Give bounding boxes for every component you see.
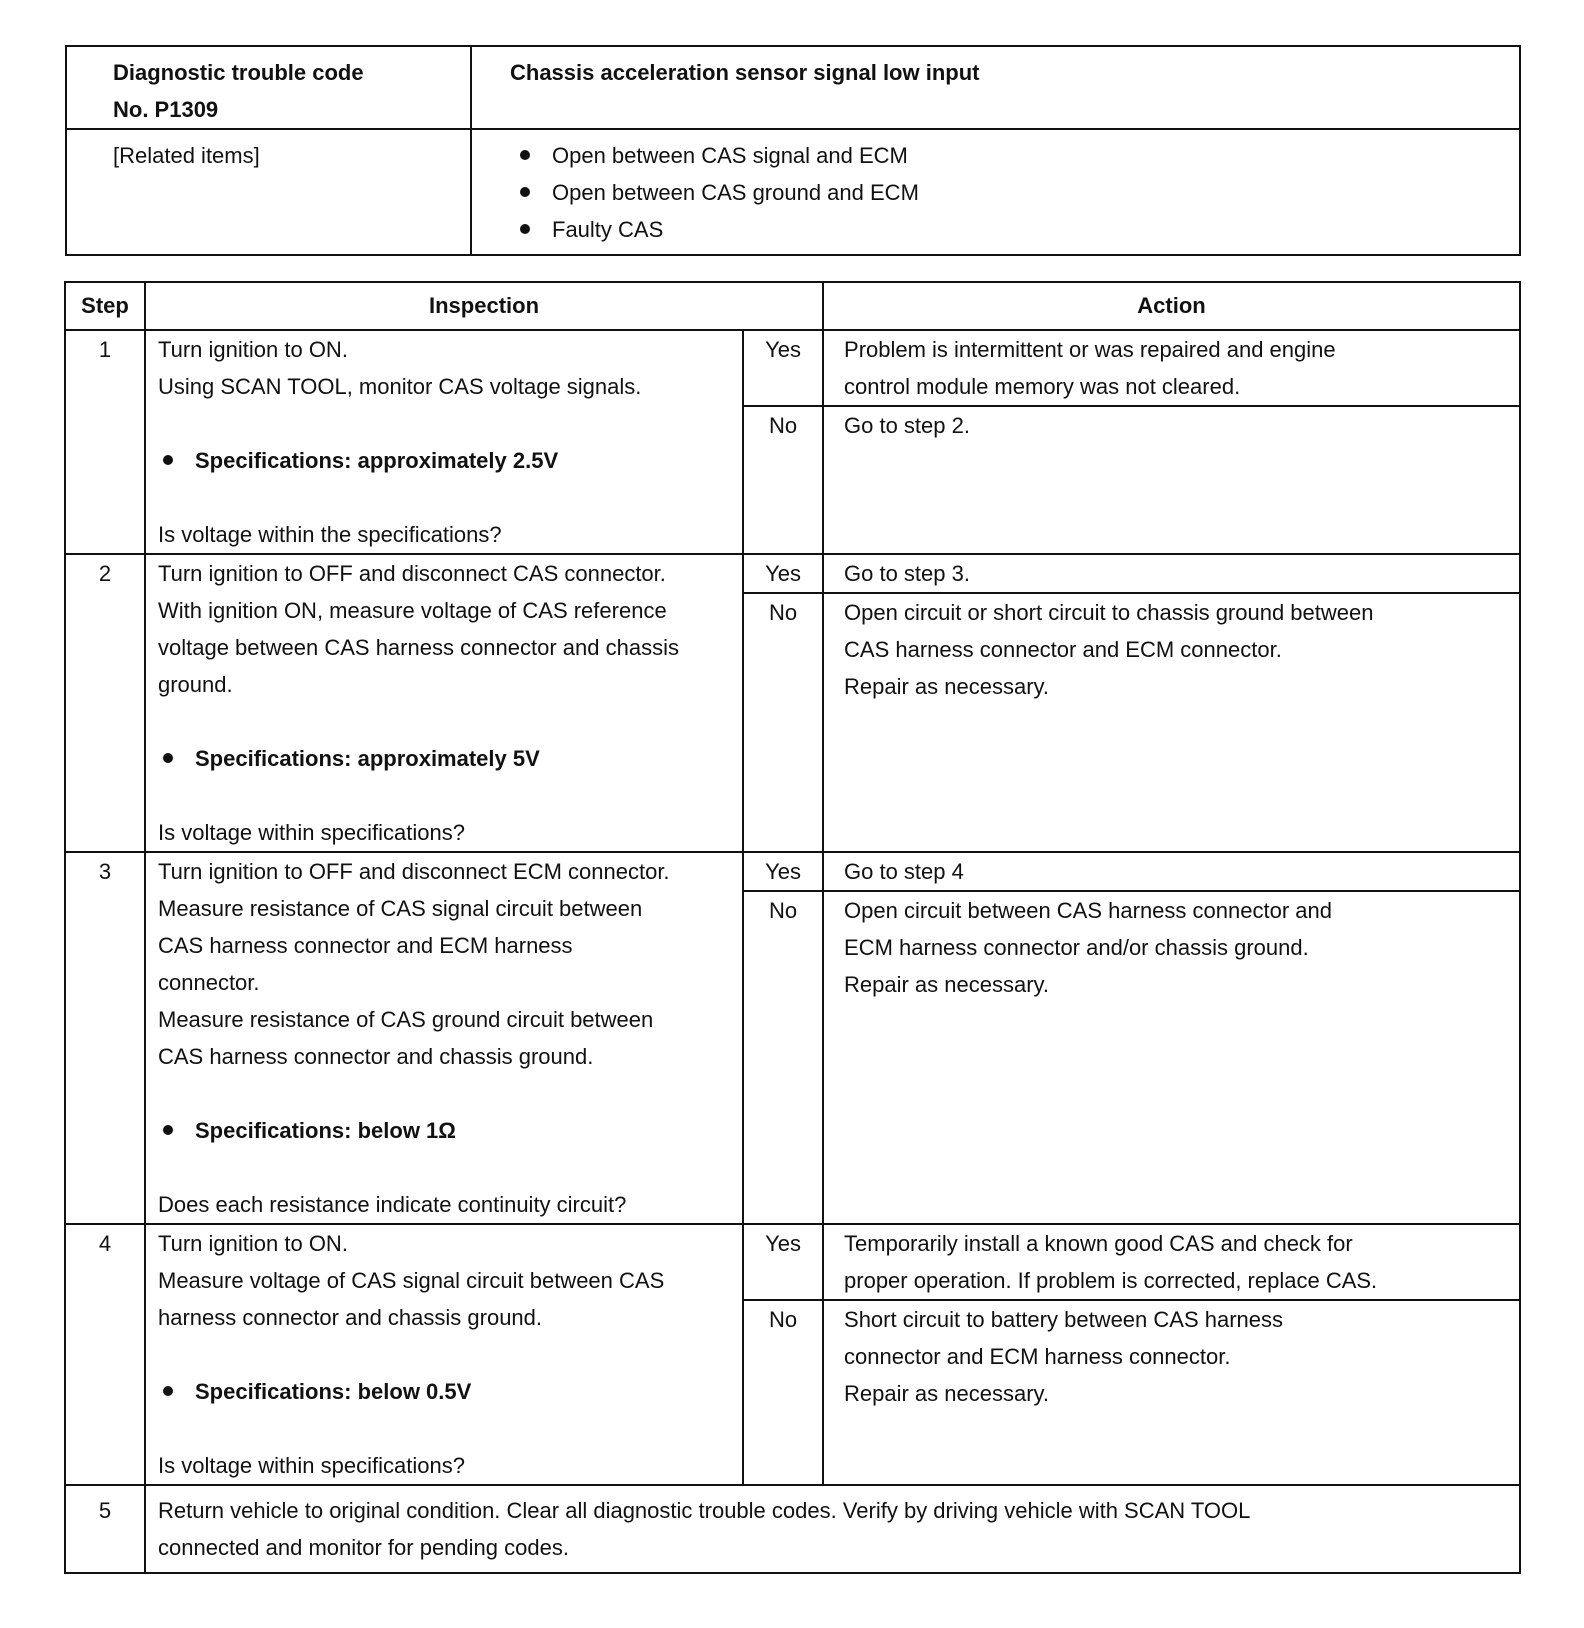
spec-text: Specifications: below 0.5V [195, 1379, 472, 1404]
step-question: Does each resistance indicate continuity circuit? [158, 1192, 627, 1217]
inspection-line: ground. [158, 672, 233, 697]
dtc-label-line1: Diagnostic trouble code [113, 60, 364, 85]
step-number: 5 [65, 1485, 145, 1573]
column-header-step: Step [65, 282, 145, 330]
step-row [65, 330, 1520, 406]
no-action: Short circuit to battery between CAS harness connector and ECM harness connector. Repair as necessary. [823, 1300, 1520, 1485]
step-inspection [145, 554, 743, 852]
step-row [65, 852, 1520, 891]
related-items-list [471, 129, 1520, 255]
yes-label: Yes [743, 1224, 823, 1300]
spec-text: Specifications: below 1Ω [195, 1118, 456, 1143]
inspection-line: CAS harness connector and ECM harness [158, 933, 573, 958]
step-number: 4 [65, 1224, 145, 1485]
step-inspection [145, 852, 743, 1224]
bullet-icon [520, 187, 530, 197]
step-row [65, 1224, 1520, 1300]
inspection-line: Measure voltage of CAS signal circuit between CAS [158, 1268, 665, 1293]
column-header-action: Action [823, 282, 1520, 330]
step-question: Is voltage within specifications? [158, 820, 465, 845]
dtc-code: No. P1309 [113, 97, 219, 122]
step-number: 2 [65, 554, 145, 852]
no-label: No [743, 593, 823, 852]
column-header-inspection: Inspection [145, 282, 823, 330]
no-label: No [743, 406, 823, 554]
inspection-line: Turn ignition to ON. [158, 1231, 348, 1256]
bullet-icon [163, 1386, 173, 1396]
inspection-line: CAS harness connector and chassis ground. [158, 1044, 594, 1069]
inspection-line: connector. [158, 970, 260, 995]
inspection-line: Measure resistance of CAS ground circuit between [158, 1007, 654, 1032]
no-label: No [743, 1300, 823, 1485]
related-item: Faulty CAS [510, 211, 1519, 248]
yes-label: Yes [743, 554, 823, 593]
dtc-title: Chassis acceleration sensor signal low input [471, 46, 1520, 129]
inspection-line: Measure resistance of CAS signal circuit between [158, 896, 643, 921]
bullet-icon [520, 150, 530, 160]
yes-label: Yes [743, 330, 823, 406]
step-inspection [145, 1224, 743, 1485]
yes-action: Temporarily install a known good CAS and check for proper operation. If problem is corrected, replace CAS. [823, 1224, 1520, 1300]
step-number: 1 [65, 330, 145, 554]
inspection-line: Turn ignition to ON. [158, 337, 348, 362]
inspection-line: With ignition ON, measure voltage of CAS reference [158, 598, 667, 623]
no-label: No [743, 891, 823, 1224]
step-number: 3 [65, 852, 145, 1224]
no-action: Open circuit or short circuit to chassis ground between CAS harness connector and ECM connector. Repair as necessary. [823, 593, 1520, 852]
bullet-icon [163, 753, 173, 763]
step-row [65, 554, 1520, 593]
yes-label: Yes [743, 852, 823, 891]
yes-action: Go to step 4 [823, 852, 1520, 891]
diagnostic-steps-table [64, 281, 1521, 1574]
no-action: Open circuit between CAS harness connector and ECM harness connector and/or chassis ground. Repair as necessary. [823, 891, 1520, 1224]
final-step-row [65, 1485, 1520, 1573]
no-action: Go to step 2. [823, 406, 1520, 554]
dtc-header-table [65, 45, 1521, 256]
step-question: Is voltage within specifications? [158, 1453, 465, 1478]
yes-action: Go to step 3. [823, 554, 1520, 593]
inspection-line: voltage between CAS harness connector and chassis [158, 635, 679, 660]
step-question: Is voltage within the specifications? [158, 522, 502, 547]
related-item: Open between CAS ground and ECM [510, 174, 1519, 211]
step-inspection [145, 330, 743, 554]
spec-text: Specifications: approximately 5V [195, 746, 540, 771]
yes-action: Problem is intermittent or was repaired and engine control module memory was not cleared. [823, 330, 1520, 406]
inspection-line: Using SCAN TOOL, monitor CAS voltage signals. [158, 374, 642, 399]
bullet-icon [163, 1125, 173, 1135]
dtc-label-cell [66, 46, 471, 129]
bullet-icon [163, 455, 173, 465]
related-items-label: [Related items] [66, 129, 471, 255]
bullet-icon [520, 224, 530, 234]
inspection-line: harness connector and chassis ground. [158, 1305, 543, 1330]
inspection-line: Turn ignition to OFF and disconnect CAS connector. [158, 561, 666, 586]
inspection-line: Turn ignition to OFF and disconnect ECM connector. [158, 859, 670, 884]
spec-text: Specifications: approximately 2.5V [195, 448, 559, 473]
related-item: Open between CAS signal and ECM [510, 137, 1519, 174]
final-step-text: Return vehicle to original condition. Clear all diagnostic trouble codes. Verify by driving vehicle with SCAN TOOL connected and monitor for pending codes. [145, 1485, 1520, 1573]
